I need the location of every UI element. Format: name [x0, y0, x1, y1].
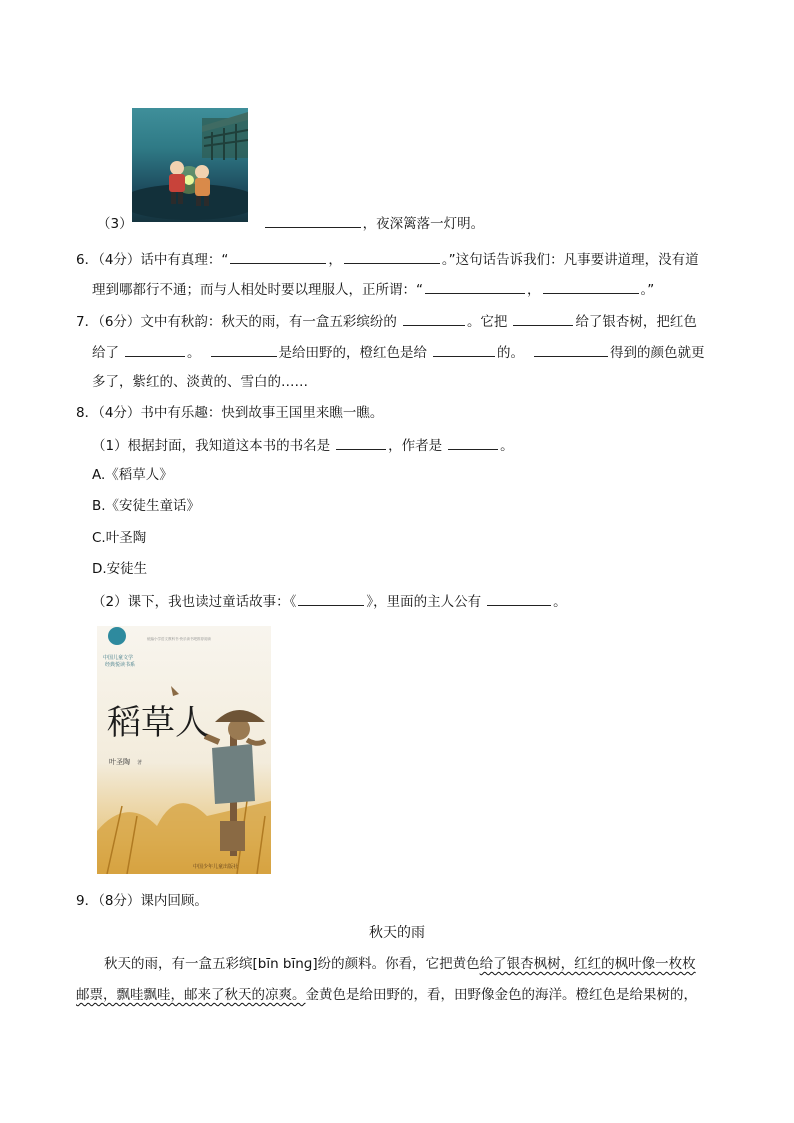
cover-author-suffix: 著 [137, 760, 143, 766]
q8-text: 。 [500, 438, 514, 454]
q8-text: 》，里面的主人公有 [366, 594, 482, 610]
q6-text: 理到哪都行不通；而与人相处时要以理服人，正所谓：“ [92, 282, 423, 298]
q8-header: 8．（4分）书中有乐趣：快到故事王国里来瞧一瞧。 [76, 405, 384, 421]
passage-underlined: 给了银杏枫树，红红的枫叶像一枚枚 [479, 956, 696, 972]
passage-line-1 [104, 954, 696, 974]
cover-series-bottom: 经典悦读书系 [105, 662, 136, 668]
q8-text: （1）根据封面，我知道这本书的书名是 [92, 438, 331, 454]
answer-blank[interactable] [487, 590, 551, 606]
q8-sub2 [92, 590, 567, 612]
passage-title: 秋天的雨 [369, 925, 425, 941]
answer-blank[interactable] [513, 310, 573, 326]
option-c[interactable]: C.叶圣陶 [92, 530, 147, 546]
q7-text: 是给田野的，橙红色是给 [278, 345, 427, 361]
q5-poem-tail: ，夜深篱落一灯明。 [362, 216, 485, 232]
q7-text: 。它把 [466, 314, 508, 330]
q8-text: （2）课下，我也读过童话故事：《 [92, 594, 297, 610]
cover-blurb: 统编小学语文教科书·快乐读书吧推荐阅读 [147, 637, 212, 641]
q7-line-1 [76, 310, 697, 332]
q5-item-3 [97, 212, 484, 234]
q6-text: 6．（4分）话中有真理：“ [76, 252, 229, 268]
passage-text: 秋天的雨，有一盒五彩缤[bīn bīnɡ]纷的颜料。你看，它把黄色 [104, 956, 480, 972]
answer-blank[interactable] [543, 278, 639, 294]
answer-blank[interactable] [230, 248, 326, 264]
answer-blank[interactable] [211, 341, 277, 357]
q6-sep: ， [328, 252, 342, 268]
q6-text: 。”这句话告诉我们：凡事要讲道理，没有道 [441, 252, 699, 268]
q6-line-1 [76, 248, 699, 270]
q7-text: 。 [187, 345, 201, 361]
passage-underlined: 邮票，飘哇飘哇，邮来了秋天的凉爽。 [76, 987, 306, 1003]
q8-text: 。 [553, 594, 567, 610]
answer-blank[interactable] [403, 310, 465, 326]
q7-line-3: 多了，紫红的、淡黄的、雪白的…… [92, 374, 308, 390]
option-a[interactable]: A.《稻草人》 [92, 467, 173, 483]
answer-blank[interactable] [344, 248, 440, 264]
q7-line-2 [92, 341, 705, 363]
cover-series-top: 中国儿童文学 [103, 655, 134, 661]
q7-text: 给了银杏树，把红色 [575, 314, 697, 330]
q7-text: 给了 [92, 345, 119, 361]
q7-text: 的。 [497, 345, 524, 361]
passage-line-2 [76, 985, 697, 1005]
cover-publisher: 中国少年儿童出版社 [193, 864, 239, 870]
q7-text: 7．（6分）文中有秋韵：秋天的雨，有一盒五彩缤纷的 [76, 314, 397, 330]
q6-text: 。” [640, 282, 655, 298]
answer-blank[interactable] [448, 434, 498, 450]
answer-blank[interactable] [433, 341, 495, 357]
series-logo-icon [108, 627, 126, 645]
answer-blank[interactable] [425, 278, 525, 294]
cover-title: 稻草人 [107, 703, 209, 743]
option-d[interactable]: D.安徒生 [92, 561, 148, 577]
answer-blank[interactable] [534, 341, 608, 357]
book-cover-image [97, 626, 271, 874]
answer-blank[interactable] [298, 590, 364, 606]
q5-item-number: （3） [97, 216, 133, 232]
answer-blank[interactable] [265, 212, 361, 228]
passage-text: 金黄色是给田野的，看，田野像金色的海洋。橙红色是给果树的， [305, 987, 697, 1003]
q9-header: 9．（8分）课内回顾。 [76, 893, 208, 909]
answer-blank[interactable] [336, 434, 386, 450]
q8-sub1 [92, 434, 514, 456]
answer-blank[interactable] [125, 341, 185, 357]
q6-line-2 [92, 278, 654, 300]
cover-author: 叶圣陶 [109, 758, 130, 766]
option-b[interactable]: B.《安徒生童话》 [92, 498, 201, 514]
q7-text: 得到的颜色就更 [610, 345, 705, 361]
cover-art [97, 626, 271, 874]
q6-sep: ， [527, 282, 541, 298]
q8-text: ，作者是 [388, 438, 443, 454]
illustration-art [132, 108, 248, 222]
lantern-night-illustration [132, 108, 248, 222]
